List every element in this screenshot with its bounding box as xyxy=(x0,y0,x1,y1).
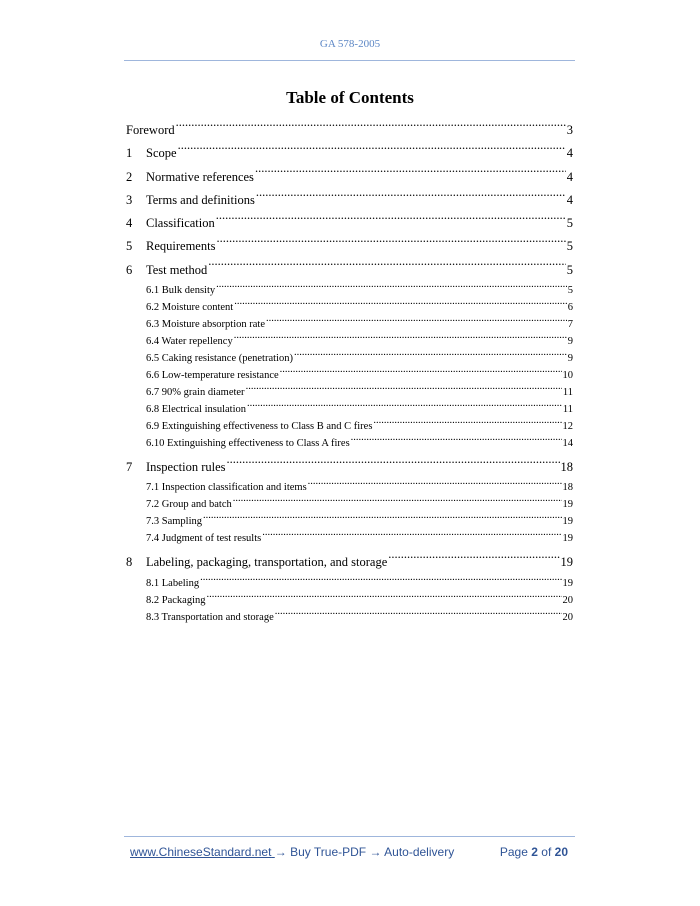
toc-entry-label: 6.10 Extinguishing effectiveness to Class A fires xyxy=(146,438,350,450)
toc-subentry[interactable] xyxy=(126,609,573,626)
toc-entry-label: Inspection rules xyxy=(146,460,226,475)
toc-entry-label: 8.1 Labeling xyxy=(146,577,200,589)
toc-entry-page: 9 xyxy=(567,336,573,348)
toc-subentry[interactable] xyxy=(126,282,573,299)
dot-leader xyxy=(265,317,567,328)
dot-leader xyxy=(215,238,565,251)
website-link-text: www.ChineseStandard.net xyxy=(130,845,272,859)
page-indicator xyxy=(500,845,568,859)
dot-leader xyxy=(207,261,565,274)
toc-entry-page: 11 xyxy=(562,404,573,416)
toc-entry[interactable] xyxy=(126,189,573,212)
toc-entry[interactable] xyxy=(126,259,573,282)
toc-entry-page: 4 xyxy=(566,169,573,184)
dot-leader xyxy=(246,402,562,413)
toc-entry-label: 6.2 Moisture content xyxy=(146,302,234,314)
toc-entry-page: 20 xyxy=(562,611,573,623)
dot-leader xyxy=(274,609,562,620)
toc-entry[interactable] xyxy=(126,166,573,189)
toc-entry-page: 4 xyxy=(566,192,573,207)
page-of: of xyxy=(541,845,552,859)
toc-entry[interactable] xyxy=(126,142,573,165)
toc-entry-number: 5 xyxy=(126,239,133,254)
toc-entry-number: 6 xyxy=(126,262,133,277)
page-title: Table of Contents xyxy=(286,88,414,107)
toc-entry-label: Normative references xyxy=(146,169,254,184)
page-current: 2 xyxy=(531,845,538,859)
arrow-right-icon: → xyxy=(274,845,287,859)
toc-entry-label: 8.3 Transportation and storage xyxy=(146,611,274,623)
toc-entry-number: 7 xyxy=(126,460,133,475)
dot-leader xyxy=(233,300,567,311)
toc-entry-label: Foreword xyxy=(126,123,175,137)
toc-entry-number: 4 xyxy=(126,216,133,231)
toc-entry-page: 19 xyxy=(562,499,573,511)
table-of-contents xyxy=(126,119,573,626)
toc-entry-page: 9 xyxy=(567,353,573,365)
toc-entry-page: 11 xyxy=(562,387,573,399)
dot-leader xyxy=(199,575,561,586)
toc-entry-label: Terms and definitions xyxy=(146,192,255,207)
toc-entry-label: 7.2 Group and batch xyxy=(146,499,232,511)
toc-entry-page: 7 xyxy=(567,319,573,331)
toc-subentry[interactable] xyxy=(126,479,573,496)
toc-entry-label: Classification xyxy=(146,216,215,231)
toc-entry-page: 20 xyxy=(562,594,573,606)
website-link[interactable] xyxy=(130,845,275,859)
dot-leader xyxy=(254,168,566,181)
dot-leader xyxy=(307,480,562,491)
dot-leader xyxy=(177,145,566,158)
toc-entry-label: 6.6 Low-temperature resistance xyxy=(146,370,279,382)
toc-entry-page: 6 xyxy=(567,302,573,314)
toc-entry-number: 1 xyxy=(126,146,133,161)
toc-entry-label: 6.3 Moisture absorption rate xyxy=(146,319,265,331)
toc-entry-label: 6.8 Electrical insulation xyxy=(146,404,247,416)
dot-leader xyxy=(226,459,560,472)
toc-subentry[interactable] xyxy=(126,530,573,547)
dot-leader xyxy=(215,215,566,228)
toc-entry-page: 5 xyxy=(566,239,573,254)
toc-subentry[interactable] xyxy=(126,350,573,367)
toc-entry-page: 4 xyxy=(566,146,573,161)
toc-entry-page: 18 xyxy=(560,460,573,475)
toc-entry-page: 3 xyxy=(566,123,573,137)
toc-entry-label: 7.3 Sampling xyxy=(146,516,203,528)
toc-entry-label: Scope xyxy=(146,146,177,161)
toc-entry-label: 8.2 Packaging xyxy=(146,594,206,606)
toc-entry-label: 6.9 Extinguishing effectiveness to Class B and C fires xyxy=(146,421,373,433)
arrow-right-icon: → xyxy=(369,845,382,859)
toc-subentry[interactable] xyxy=(126,496,573,513)
toc-entry-label: Requirements xyxy=(146,239,216,254)
toc-subentry[interactable] xyxy=(126,299,573,316)
toc-entry[interactable] xyxy=(126,235,573,258)
toc-entry-label: 6.5 Caking resistance (penetration) xyxy=(146,353,293,365)
toc-entry[interactable] xyxy=(126,456,573,479)
dot-leader xyxy=(232,497,562,508)
dot-leader xyxy=(255,191,566,204)
toc-entry-page: 14 xyxy=(562,438,573,450)
toc-subentry[interactable] xyxy=(126,418,573,435)
toc-entry[interactable] xyxy=(126,119,573,142)
dot-leader xyxy=(387,554,559,567)
toc-entry-page: 5 xyxy=(566,262,573,277)
dot-leader xyxy=(215,283,567,294)
toc-entry-label: Test method xyxy=(146,262,208,277)
header-divider xyxy=(124,60,575,61)
toc-entry-page: 5 xyxy=(566,216,573,231)
dot-leader xyxy=(372,419,561,430)
toc-subentry[interactable] xyxy=(126,592,573,609)
toc-subentry[interactable] xyxy=(126,513,573,530)
page-label: Page xyxy=(499,845,528,859)
footer xyxy=(130,845,572,859)
dot-leader xyxy=(233,334,567,345)
toc-entry-page: 18 xyxy=(562,482,573,494)
toc-entry-number: 8 xyxy=(126,555,133,570)
toc-entry-page: 19 xyxy=(562,577,573,589)
toc-entry-page: 10 xyxy=(562,370,573,382)
toc-entry-label: 7.1 Inspection classification and items xyxy=(146,482,307,494)
toc-entry[interactable] xyxy=(126,551,573,574)
toc-entry-label: 6.1 Bulk density xyxy=(146,285,216,297)
toc-entry-label: 6.4 Water repellency xyxy=(146,336,233,348)
toc-entry-page: 12 xyxy=(562,421,573,433)
toc-entry-number: 2 xyxy=(126,169,133,184)
toc-entry-number: 3 xyxy=(126,192,133,207)
auto-delivery-text: Auto-delivery xyxy=(384,845,455,859)
toc-subentry[interactable] xyxy=(126,575,573,592)
toc-subentry[interactable] xyxy=(126,384,573,401)
dot-leader xyxy=(202,514,561,525)
toc-subentry[interactable] xyxy=(126,435,573,452)
dot-leader xyxy=(206,592,562,603)
buy-pdf-text: Buy True-PDF xyxy=(290,845,367,859)
toc-subentry[interactable] xyxy=(126,401,573,418)
dot-leader xyxy=(175,122,566,135)
toc-subentry[interactable] xyxy=(126,333,573,350)
dot-leader xyxy=(293,351,567,362)
toc-entry-page: 5 xyxy=(567,285,573,297)
dot-leader xyxy=(261,531,561,542)
toc-subentry[interactable] xyxy=(126,316,573,333)
toc-entry-page: 19 xyxy=(562,516,573,528)
toc-entry[interactable] xyxy=(126,212,573,235)
toc-entry-page: 19 xyxy=(562,533,573,545)
document-code: GA 578-2005 xyxy=(319,38,381,50)
toc-entry-page: 19 xyxy=(560,555,573,570)
dot-leader xyxy=(350,436,562,447)
dot-leader xyxy=(279,368,562,379)
footer-divider xyxy=(124,836,575,837)
toc-entry-label: 7.4 Judgment of test results xyxy=(146,533,262,545)
toc-subentry[interactable] xyxy=(126,367,573,384)
page-total: 20 xyxy=(554,845,568,859)
toc-entry-label: 6.7 90% grain diameter xyxy=(146,387,245,399)
dot-leader xyxy=(245,385,562,396)
toc-entry-label: Labeling, packaging, transportation, and storage xyxy=(146,555,388,570)
